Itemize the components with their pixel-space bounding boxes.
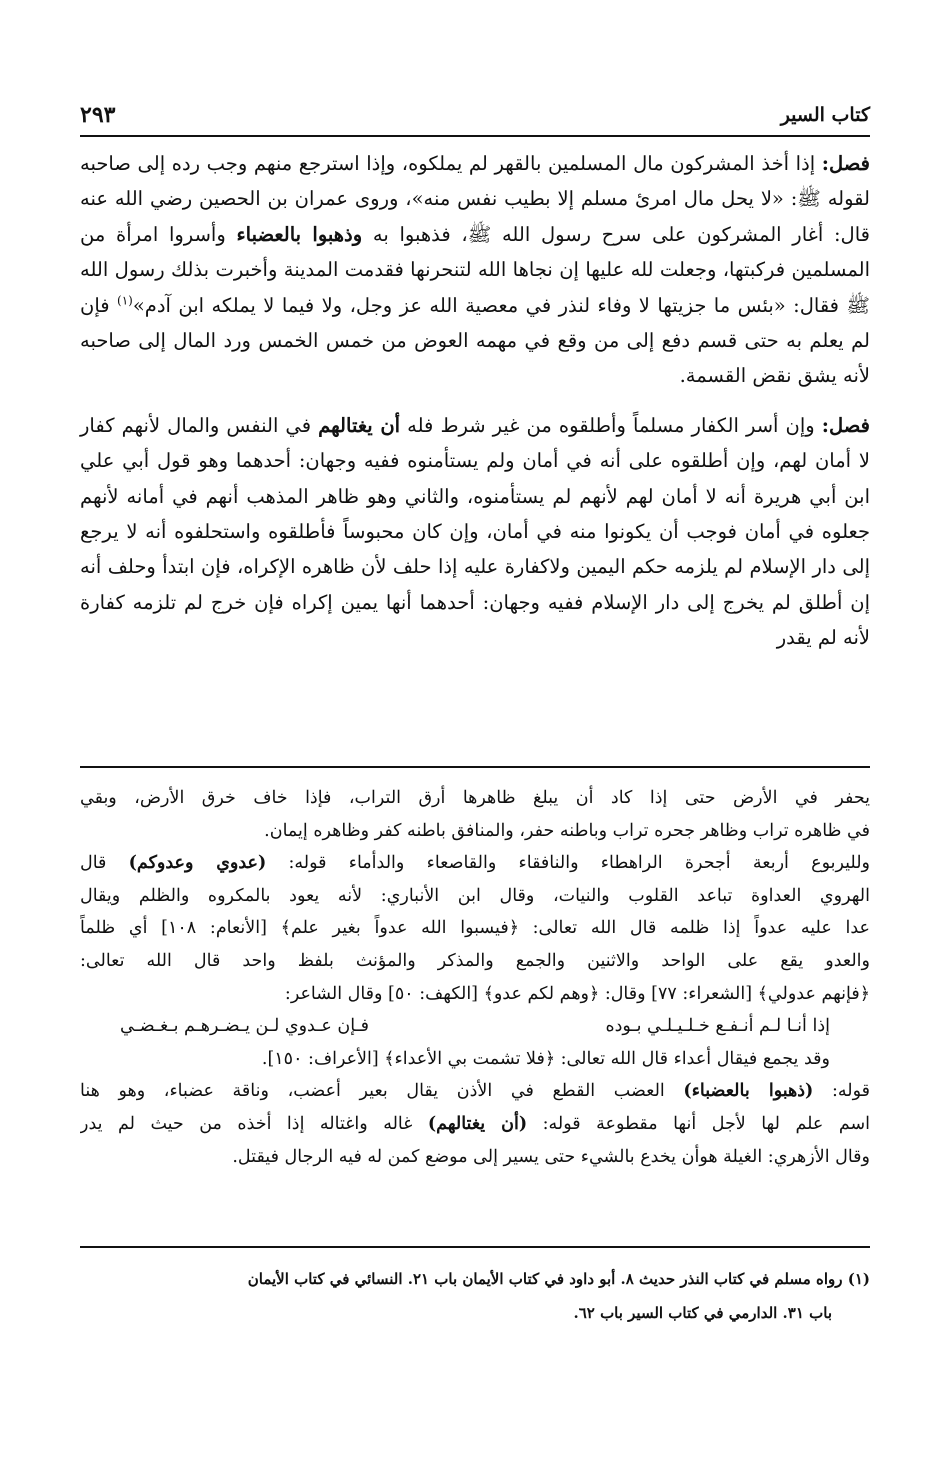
commentary-line: الهروي العداوة تباعد القلوب والنيات، وقال ابن الأنباري: لأنه يعود بالمكروه والظلم ويقال xyxy=(80,885,870,906)
commentary xyxy=(80,782,870,1173)
running-title: كتاب السير xyxy=(780,104,870,126)
paragraph-text: وإن أسر الكفار مسلماً وأطلقوه من غير شرط فله xyxy=(400,413,822,437)
commentary-line: ﴿فإنهم عدولي﴾ [الشعراء: ٧٧] وقال: ﴿وهم لكم عدو﴾ [الكهف: ٥٠] وقال الشاعر: xyxy=(284,983,870,1004)
paragraph-text: إذا أخذ المشركون مال المسلمين بالقهر لم يملكوه، وإذا استرجع منهم وجب رده إلى صاحبه لقوله ﷺ: «لا يحل مال امرئ مسلم إلا بطيب نفس منه»، وروى عمران بن الحصين رضي الله عنه قال: أغار المشركون على سرح رسول الله ﷺ، فذهبوا به xyxy=(80,152,870,246)
commentary-line xyxy=(80,847,870,880)
keyword: (عدوي وعدوكم) xyxy=(128,853,267,874)
main-text xyxy=(80,146,870,656)
footnote-1: (١) رواه مسلم في كتاب النذر حديث ٨. أبو داود في كتاب الأيمان باب ٢١. النسائي في كتاب الأيمان xyxy=(247,1270,870,1288)
commentary-text: قال xyxy=(80,853,129,874)
page-header xyxy=(80,95,870,137)
commentary-line: والعدو يقع على الواحد والاثنين والجمع والمذكر والمؤنث بلفظ واحد قال الله تعالى: xyxy=(80,950,870,971)
section-paragraph-1 xyxy=(80,146,870,394)
keyword: (ذهبوا بالعضباء) xyxy=(683,1081,814,1102)
poetry-verse xyxy=(80,1010,870,1043)
verse-first-half: إذا أنـا لـم أنـفـع خـلـيـلـي بـوده xyxy=(605,1016,830,1037)
paragraph-text: في النفس والمال لأنهم كفار لا أمان لهم، وإن أطلقوه على أنه في أمان ولم يستأمنوه ففيه وجهان: أحدهما وهو قول أبي علي ابن أبي هريرة أنه لا أمان لهم لأنهم لم يستأمنوه، والثاني وهو ظاهر المذهب أنهم في أمانه لأنهم جعلوه في أمان فوجب أن يكونوا منه في أمان، وإن كان محبوساً فأطلقوه واستحلفوه أنه لا يرجع إلى دار الإسلام لم يلزمه حكم اليمين ولاكفارة عليه إذا حلف لأن ظاهره الإكراه، فإن ابتدأ وحلف أنه إن أطلق لم يخرج إلى دار الإسلام ففيه وجهان: أحدهما أنها يمين إكراه فإن خرج لم تلزمه كفارة لأنه لم يقدر xyxy=(80,413,870,650)
footnote-1-continuation: باب ٣١. الدارمي في كتاب السير باب ٦٢. xyxy=(573,1304,832,1322)
commentary-text: العضب القطع في الأذن يقال بعير أعضب، وناقة عضباء، وهو هنا xyxy=(80,1081,684,1102)
commentary-line: وقال الأزهري: الغيلة هوأن يخدع بالشيء حتى يسير إلى موضع كمن له فيه الرجال فيقتل. xyxy=(232,1146,870,1167)
keyword: (أن يغتالهم) xyxy=(427,1113,528,1134)
commentary-line: يحفر في الأرض حتى إذا كاد أن يبلغ ظاهرها أرق التراب، فإذا خاف خرق الأرض، وبقي xyxy=(80,788,870,808)
commentary-line xyxy=(80,1075,870,1108)
commentary-line: وقد يجمع فيقال أعداء قال الله تعالى: ﴿فلا تشمت بي الأعداء﴾ [الأعراف: ١٥٠]. xyxy=(261,1048,830,1069)
book-page xyxy=(80,0,870,1473)
keyword: وذهبوا بالعضباء xyxy=(236,222,363,246)
verse-second-half: فـإن عـدوي لـن يـضـرهـم بـغـضـي xyxy=(120,1016,370,1037)
section-paragraph-2 xyxy=(80,408,870,656)
page-number: ٢٩٣ xyxy=(80,102,116,128)
commentary-divider xyxy=(80,766,870,768)
footnote-divider xyxy=(80,1246,870,1248)
section-label: فصل: xyxy=(821,413,870,437)
footnote-reference[interactable]: (١) xyxy=(117,293,133,308)
commentary-text: قوله: xyxy=(813,1081,870,1102)
commentary-text: ولليربوع أربعة أجحرة الراهطاء والنافقاء والقاصعاء والدأماء قوله: xyxy=(266,853,870,874)
keyword: أن يغتالهم xyxy=(318,413,401,437)
commentary-text: غاله واغتاله إذا أخذه من حيث لم يدر xyxy=(80,1113,428,1134)
footnotes xyxy=(80,1262,870,1330)
commentary-line xyxy=(80,1108,870,1141)
paragraph-text: فإن لم يعلم به حتى قسم دفع إلى من وقع في مهمه العوض من خمس الخمس ورد المال إلى صاحبه لأنه يشق نقض القسمة. xyxy=(80,293,870,388)
section-label: فصل: xyxy=(821,152,870,175)
commentary-line: عدا عليه عدواً إذا ظلمه قال الله تعالى: ﴿فيسبوا الله عدواً بغير علم﴾ [الأنعام: ١٠٨] أي ظلماً xyxy=(80,918,870,939)
commentary-text: اسم علم لها لأجل أنها مقطوعة قوله: xyxy=(527,1113,870,1134)
paragraph-text: وأسروا امرأة من المسلمين فركبتها، وجعلت لله عليها إن نجاها الله لتنحرنها فقدمت المدينة وأخبرت بذلك رسول الله ﷺ فقال: «بئس ما جزيتها لا وفاء لنذر في معصية الله عز وجل، ولا فيما لا يملكه ابن آدم» xyxy=(80,222,870,317)
commentary-line: في ظاهره تراب وظاهر جحره تراب وباطنه حفر، والمنافق باطنه كفر وظاهره إيمان. xyxy=(264,820,870,841)
